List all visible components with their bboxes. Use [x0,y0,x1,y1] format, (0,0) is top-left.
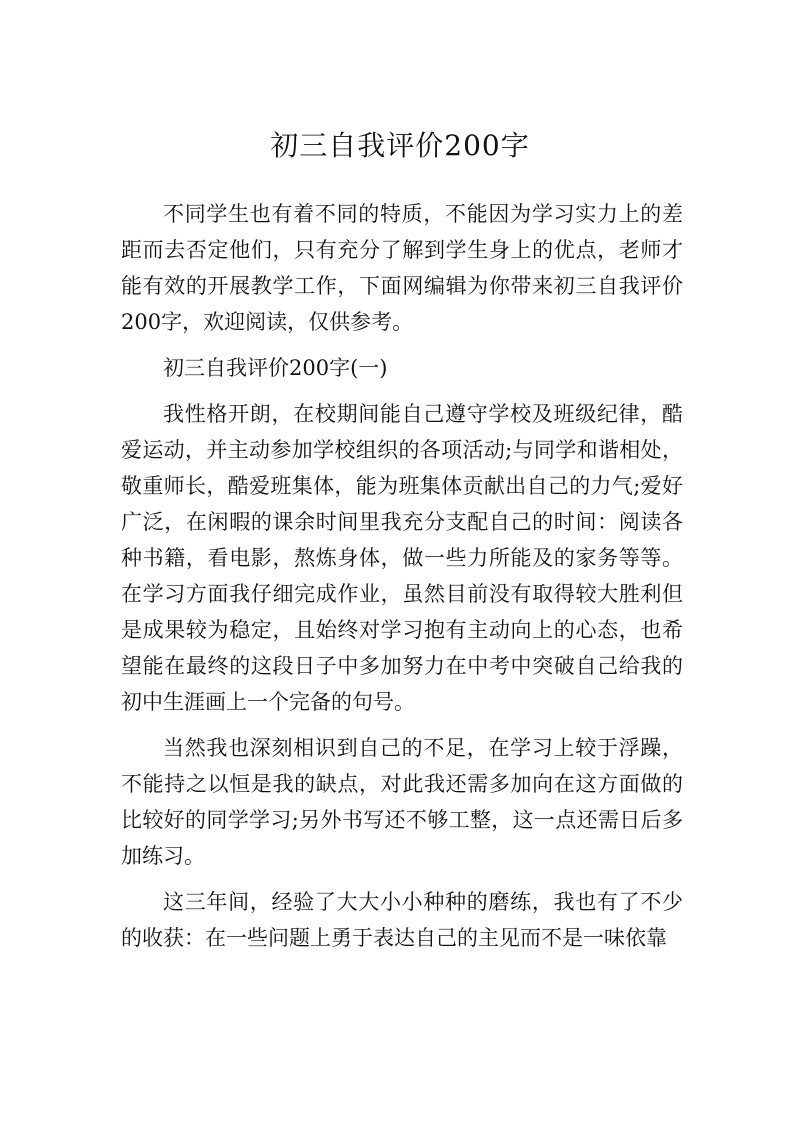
page-title: 初三自我评价200字 [270,129,530,162]
intro-paragraph: 不同学生也有着不同的特质，不能因为学习实力上的差距而去否定他们，只有充分了解到学生身上的优点，老师才能有效的开展教学工作，下面网编辑为你带来初三自我评价200字，欢迎阅读，仅供参考。 [121,202,683,334]
body-paragraph: 当然我也深刻相识到自己的不足，在学习上较于浮躁，不能持之以恒是我的缺点，对此我还需多加向在这方面做的比较好的同学学习;另外书写还不够工整，这一点还需日后多加练习。 [121,736,683,868]
document-body [121,196,683,966]
body-paragraph: 我性格开朗，在校期间能自己遵守学校及班级纪律，酷爱运动，并主动参加学校组织的各项活动;与同学和谐相处，敬重师长，酷爱班集体，能为班集体贡献出自己的力气;爱好广泛，在闲暇的课余时间里我充分支配自己的时间：阅读各种书籍，看电影，熬炼身体，做一些力所能及的家务等等。在学习方面我仔细完成作业，虽然目前没有取得较大胜利但是成果较为稳定，且始终对学习抱有主动向上的心态，也希望能在最终的这段日子中多加努力在中考中突破自己给我的初中生涯画上一个完备的句号。 [121,402,683,714]
body-paragraph: 这三年间，经验了大大小小种种的磨练，我也有了不少的收获：在一些问题上勇于表达自己的主见而不是一味依靠 [121,890,683,950]
section-heading: 初三自我评价200字(一) [163,356,388,380]
